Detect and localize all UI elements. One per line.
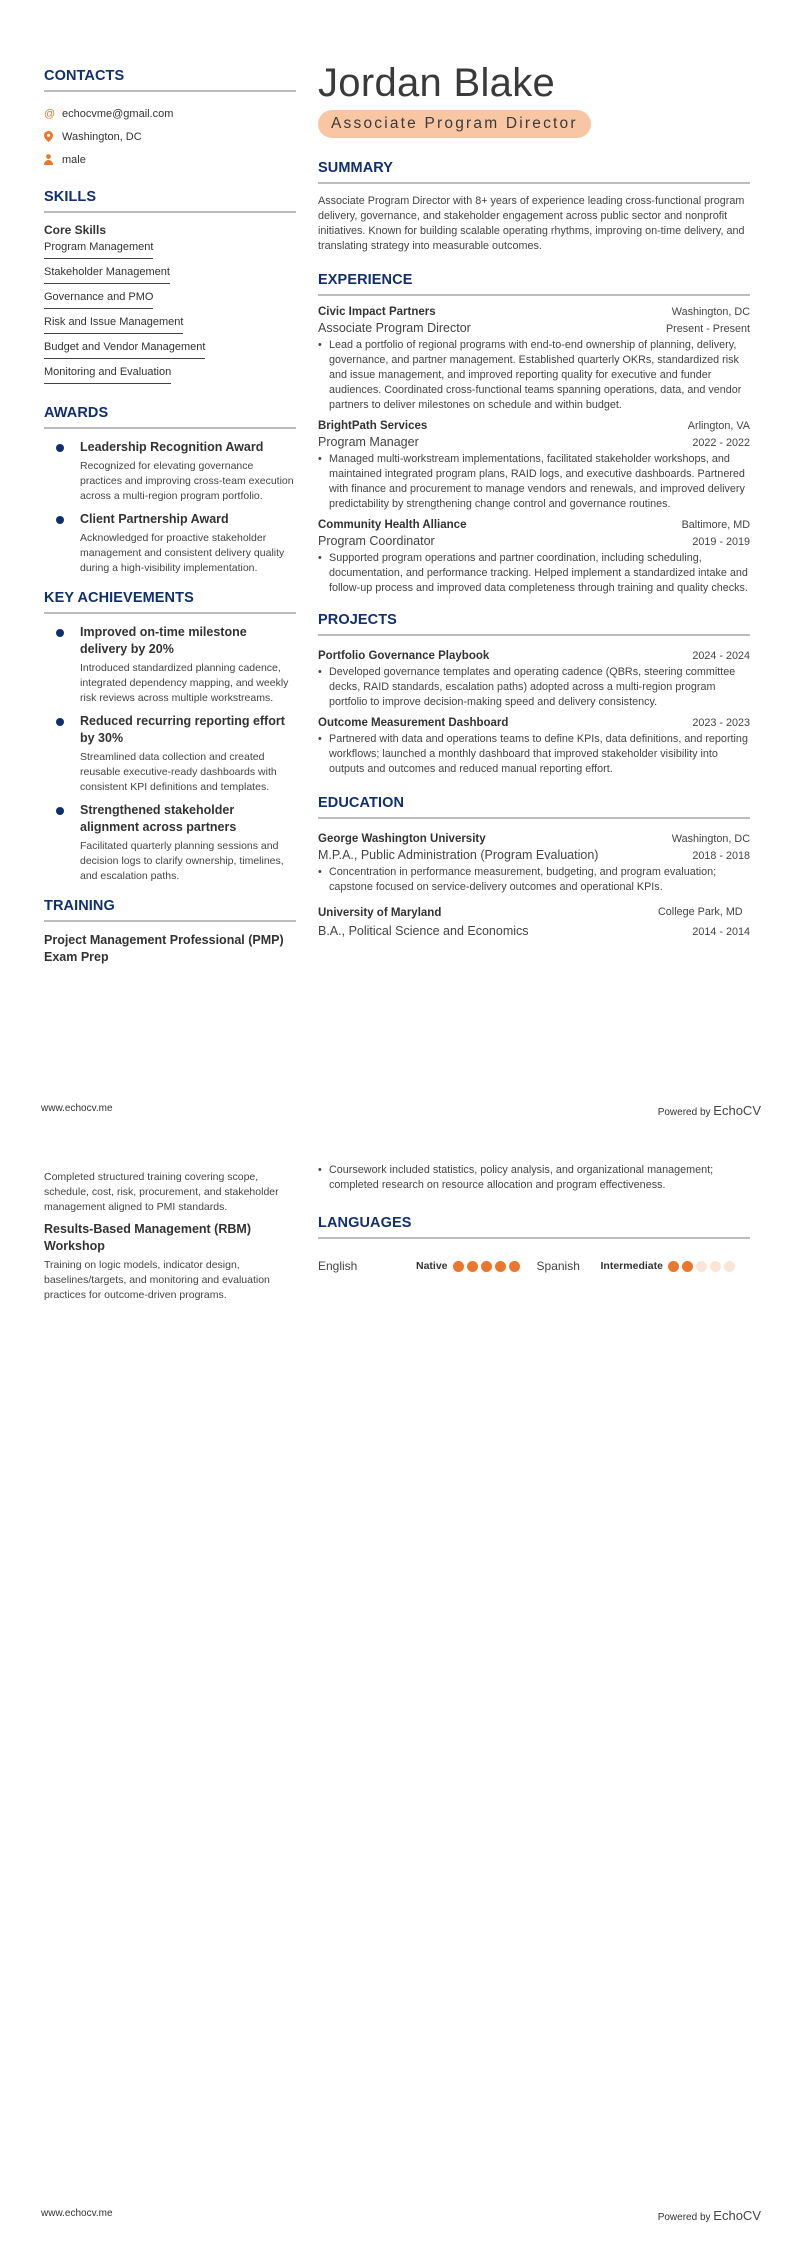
section-title-languages: LANGUAGES xyxy=(318,1215,750,1239)
experience-location: Baltimore, MD xyxy=(681,519,750,531)
contact-gender-text: male xyxy=(62,153,86,166)
project-dates: 2023 - 2023 xyxy=(692,717,750,729)
achievement-desc: Introduced standardized planning cadence, integrated dependency mapping, and weekly risk reviews across multiple workstreams. xyxy=(80,662,289,704)
right-column-continued xyxy=(318,1163,750,1273)
training-section xyxy=(44,898,296,966)
education-entry xyxy=(318,905,750,938)
achievement-item xyxy=(44,624,296,706)
summary-section xyxy=(318,160,750,254)
experience-dates: Present - Present xyxy=(665,323,750,335)
experience-location: Arlington, VA xyxy=(687,420,750,432)
project-dates: 2024 - 2024 xyxy=(692,650,750,662)
language-level: Native xyxy=(416,1260,448,1272)
training-desc: Completed structured training covering scope, schedule, cost, risk, procurement, and stakeholder management aligned to PMI standards. xyxy=(44,1171,279,1213)
brand-name: EchoCV xyxy=(713,1103,761,1118)
rating-dot-empty-icon xyxy=(724,1261,735,1272)
right-column xyxy=(318,60,750,945)
contacts-section xyxy=(44,68,296,171)
education-school: George Washington University xyxy=(318,833,486,845)
skill-item: Stakeholder Management xyxy=(44,266,170,284)
education-degree: B.A., Political Science and Economics xyxy=(318,924,529,938)
section-title-summary: SUMMARY xyxy=(318,160,750,184)
skills-section xyxy=(44,189,296,391)
education-dates: 2018 - 2018 xyxy=(692,850,750,862)
left-column xyxy=(44,68,296,966)
education-dates: 2014 - 2014 xyxy=(692,926,750,938)
experience-entry xyxy=(318,420,750,512)
experience-position: Program Manager xyxy=(318,435,419,449)
language-name: English xyxy=(318,1259,358,1273)
powered-by xyxy=(658,2208,761,2223)
rating-dot-filled-icon xyxy=(467,1261,478,1272)
experience-org: BrightPath Services xyxy=(318,420,428,432)
section-title-training: TRAINING xyxy=(44,898,296,922)
education-bullet: • Coursework included statistics, policy analysis, and organizational management; completed research on resource allocation and program effectiveness. xyxy=(318,1163,750,1193)
skills-group-title: Core Skills xyxy=(44,223,107,237)
contact-gender xyxy=(44,148,296,171)
bullet-dot-icon xyxy=(56,516,64,524)
awards-section xyxy=(44,405,296,576)
language-rating xyxy=(668,1261,735,1272)
contact-email[interactable] xyxy=(44,102,296,125)
experience-bullet: • Lead a portfolio of regional programs with end-to-end ownership of planning, delivery, governance, and partner management. Established quarterly OKRs, standardized risk and issue management, and improved reporting quality for executive and funder audiences. Coordinated cross-functional teams spanning operations, data, and vendor partners to deliver milestones on schedule and within budget. xyxy=(318,338,750,413)
bullet-dot-icon xyxy=(56,718,64,726)
experience-dates: 2022 - 2022 xyxy=(692,437,750,449)
contact-email-text: echocvme@gmail.com xyxy=(62,107,174,120)
project-bullet: • Partnered with data and operations teams to define KPIs, data definitions, and reporting workflows; launched a monthly dashboard that improved stakeholder visibility into outputs and outcomes and reduced manual reporting effort. xyxy=(318,732,750,777)
achievement-item xyxy=(44,713,296,795)
training-title: Results-Based Management (RBM) Workshop xyxy=(44,1222,251,1253)
language-rating xyxy=(453,1261,520,1272)
rating-dot-empty-icon xyxy=(710,1261,721,1272)
rating-dot-filled-icon xyxy=(481,1261,492,1272)
experience-section xyxy=(318,272,750,596)
at-icon: @ xyxy=(44,107,56,120)
rating-dot-filled-icon xyxy=(495,1261,506,1272)
role-badge: Associate Program Director xyxy=(318,110,591,138)
resume-page-2 xyxy=(0,1123,794,2246)
achievement-title: Reduced recurring reporting effort by 30% xyxy=(80,714,285,745)
bullet-dot-icon xyxy=(56,629,64,637)
language-name: Spanish xyxy=(536,1259,580,1273)
training-desc: Training on logic models, indicator design, baselines/targets, and monitoring and evaluation practices for outcome-driven programs. xyxy=(44,1259,270,1301)
project-entry xyxy=(318,650,750,710)
section-title-experience: EXPERIENCE xyxy=(318,272,750,296)
powered-by-prefix: Powered by xyxy=(657,1107,711,1118)
experience-position: Associate Program Director xyxy=(318,321,471,335)
location-pin-icon xyxy=(44,131,62,142)
section-title-awards: AWARDS xyxy=(44,405,296,429)
education-location: College Park, MD xyxy=(658,906,743,918)
rating-dot-filled-icon xyxy=(509,1261,520,1272)
achievement-desc: Streamlined data collection and created reusable executive-ready dashboards with consistent KPI definitions and templates. xyxy=(80,751,277,793)
languages-row xyxy=(318,1259,750,1273)
project-entry xyxy=(318,717,750,777)
experience-org: Community Health Alliance xyxy=(318,519,467,531)
section-title-contacts: CONTACTS xyxy=(44,68,296,92)
brand-name: EchoCV xyxy=(713,2208,761,2223)
experience-entry xyxy=(318,306,750,413)
award-title: Leadership Recognition Award xyxy=(80,440,264,454)
award-item xyxy=(44,439,296,504)
section-title-projects: PROJECTS xyxy=(318,612,750,636)
experience-org: Civic Impact Partners xyxy=(318,306,436,318)
experience-dates: 2019 - 2019 xyxy=(692,536,750,548)
rating-dot-filled-icon xyxy=(453,1261,464,1272)
education-section xyxy=(318,795,750,938)
section-title-achievements: KEY ACHIEVEMENTS xyxy=(44,590,296,614)
award-desc: Recognized for elevating governance practices and improving cross-team execution across a multi-region program portfolio. xyxy=(80,460,294,502)
footer-url-link[interactable]: www.echocv.me xyxy=(41,2208,113,2219)
left-column-continued xyxy=(44,1167,296,1309)
summary-text: Associate Program Director with 8+ years of experience leading cross-functional program delivery, governance, and stakeholder engagement across public sector and nonprofit initiatives. Known for building scalable operating rhythms, improving on-time delivery, and translating strategy into measurable outcomes. xyxy=(318,195,745,252)
powered-by xyxy=(658,1103,761,1118)
experience-bullet: • Managed multi-workstream implementations, facilitated stakeholder workshops, and maintained integrated program plans, RAID logs, and executive dashboards. Partnered with finance and procurement to manage vendors and renewals, and improved delivery predictability by strengthening change control and governance routines. xyxy=(318,452,750,512)
rating-dot-filled-icon xyxy=(682,1261,693,1272)
project-name: Portfolio Governance Playbook xyxy=(318,650,490,662)
person-icon xyxy=(44,154,62,165)
award-item xyxy=(44,511,296,576)
skills-list xyxy=(44,241,296,391)
rating-dot-empty-icon xyxy=(696,1261,707,1272)
skill-item: Budget and Vendor Management xyxy=(44,341,205,359)
skill-item: Monitoring and Evaluation xyxy=(44,366,171,384)
achievement-title: Strengthened stakeholder alignment across partners xyxy=(80,803,237,834)
contact-location-text: Washington, DC xyxy=(62,130,142,143)
achievement-desc: Facilitated quarterly planning sessions and decision logs to clarify ownership, timelines, and escalation paths. xyxy=(80,840,284,882)
education-bullet: • Concentration in performance measurement, budgeting, and program evaluation; capstone focused on service-delivery outcomes and operational KPIs. xyxy=(318,865,750,895)
projects-section xyxy=(318,612,750,777)
experience-position: Program Coordinator xyxy=(318,534,435,548)
skill-item: Governance and PMO xyxy=(44,291,153,309)
section-title-skills: SKILLS xyxy=(44,189,296,213)
powered-by-prefix: Powered by xyxy=(657,2212,711,2223)
bullet-dot-icon xyxy=(56,444,64,452)
skill-item: Risk and Issue Management xyxy=(44,316,183,334)
education-entry xyxy=(318,833,750,895)
achievement-item xyxy=(44,802,296,884)
section-title-education: EDUCATION xyxy=(318,795,750,819)
footer-url-link[interactable]: www.echocv.me xyxy=(41,1103,113,1114)
experience-entry xyxy=(318,519,750,596)
experience-bullet: • Supported program operations and partner coordination, including scheduling, documentation, and performance tracking. Helped implement a standardized intake and follow-up process and improved data completeness through training and quality checks. xyxy=(318,551,750,596)
education-location: Washington, DC xyxy=(671,833,750,845)
candidate-name: Jordan Blake xyxy=(318,61,556,105)
training-title: Project Management Professional (PMP) Exam Prep xyxy=(44,933,284,964)
achievements-section xyxy=(44,590,296,884)
award-title: Client Partnership Award xyxy=(80,512,229,526)
award-desc: Acknowledged for proactive stakeholder management and consistent delivery quality during a high-visibility implementation. xyxy=(80,532,285,574)
contact-location xyxy=(44,125,296,148)
bullet-dot-icon xyxy=(56,807,64,815)
education-degree: M.P.A., Public Administration (Program Evaluation) xyxy=(318,848,599,862)
project-name: Outcome Measurement Dashboard xyxy=(318,717,509,729)
skill-item: Program Management xyxy=(44,241,153,259)
project-bullet: • Developed governance templates and operating cadence (QBRs, steering committee decks, RAID standards, escalation paths) adopted across a multi-region program portfolio to improve decision-making speed and delivery consistency. xyxy=(318,665,750,710)
experience-location: Washington, DC xyxy=(671,306,750,318)
languages-section xyxy=(318,1215,750,1273)
rating-dot-filled-icon xyxy=(668,1261,679,1272)
language-level: Intermediate xyxy=(600,1260,663,1272)
achievement-title: Improved on-time milestone delivery by 20% xyxy=(80,625,247,656)
education-school: University of Maryland xyxy=(318,906,442,919)
